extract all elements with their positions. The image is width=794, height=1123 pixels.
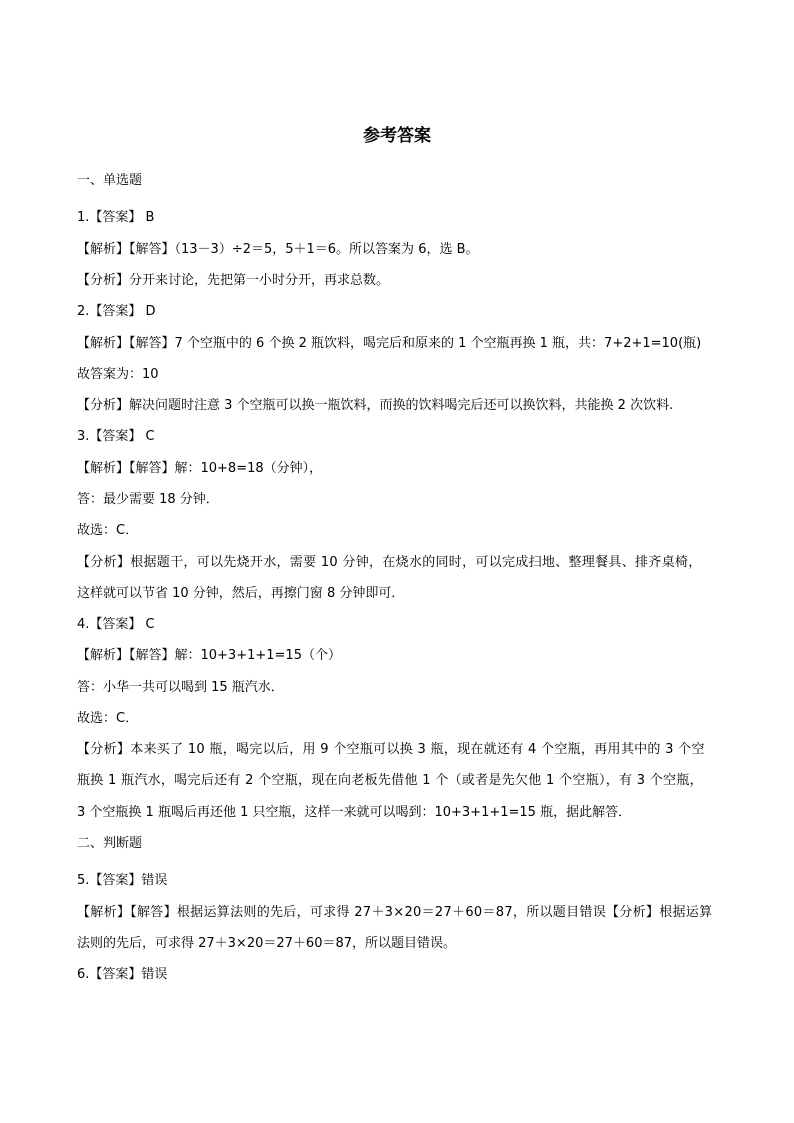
answer-3-analysis-line-1: 【分析】根据题干，可以先烧开水，需要 10 分钟，在烧水的同时，可以完成扫地、整理餐具、排齐桌椅， <box>77 555 702 570</box>
answer-3-analysis-line-2: 这样就可以节省 10 分钟，然后，再擦门窗 8 分钟即可． <box>77 586 405 601</box>
answer-4-reply: 答：小华一共可以喝到 15 瓶汽水． <box>77 680 284 695</box>
answer-4-explanation: 【解析】【解答】解：10+3+1+1=15（个） <box>77 648 341 663</box>
answer-4-label: 4.【答案】 C <box>77 617 155 632</box>
answer-1-label: 1.【答案】 B <box>77 210 155 225</box>
answer-4-analysis-line-2: 瓶换 1 瓶汽水，喝完后还有 2 个空瓶，现在向老板先借他 1 个（或者是先欠他 1 个空瓶），有 3 个空瓶， <box>77 773 703 788</box>
answer-6-label: 6.【答案】错误 <box>77 967 168 982</box>
answer-2-analysis: 【分析】解决问题时注意 3 个空瓶可以换一瓶饮料，而换的饮料喝完后还可以换饮料，共能换 2 次饮料. <box>77 398 674 413</box>
answer-4-analysis-line-3: 3 个空瓶换 1 瓶喝后再还他 1 只空瓶，这样一来就可以喝到：10+3+1+1=15 瓶，据此解答． <box>77 805 632 820</box>
section-heading-true-false: 二、判断题 <box>77 836 143 851</box>
answer-4-analysis-line-1: 【分析】本来买了 10 瓶，喝完以后，用 9 个空瓶可以换 3 瓶，现在就还有 4 个空瓶，再用其中的 3 个空 <box>77 742 705 757</box>
answer-4-choice: 故选：C． <box>77 711 139 726</box>
answer-5-label: 5.【答案】错误 <box>77 873 168 888</box>
answer-5-explanation-line-1: 【解析】【解答】根据运算法则的先后，可求得 27＋3×20＝27＋60＝87，所以题目错误【分析】根据运算 <box>77 905 713 920</box>
answer-3-label: 3.【答案】 C <box>77 429 155 444</box>
answer-1-analysis: 【分析】分开来讨论，先把第一小时分开，再求总数。 <box>77 273 390 288</box>
answer-2-explanation: 【解析】【解答】7 个空瓶中的 6 个换 2 瓶饮料，喝完后和原来的 1 个空瓶再换 1 瓶，共：7+2+1=10(瓶) <box>77 336 702 351</box>
answer-2-result: 故答案为：10 <box>77 367 159 382</box>
answer-5-explanation-line-2: 法则的先后，可求得 27＋3×20＝27＋60＝87，所以题目错误。 <box>77 936 457 951</box>
answer-3-choice: 故选：C． <box>77 523 139 538</box>
page-title: 参考答案 <box>363 126 431 146</box>
answer-3-reply: 答：最少需要 18 分钟． <box>77 492 219 507</box>
answer-2-label: 2.【答案】 D <box>77 304 156 319</box>
answer-1-explanation: 【解析】【解答】（13－3）÷2＝5，5＋1＝6。所以答案为 6，选 B。 <box>77 242 479 257</box>
answer-3-explanation: 【解析】【解答】解：10+8=18（分钟）， <box>77 461 323 476</box>
section-heading-single-choice: 一、单选题 <box>77 173 143 188</box>
